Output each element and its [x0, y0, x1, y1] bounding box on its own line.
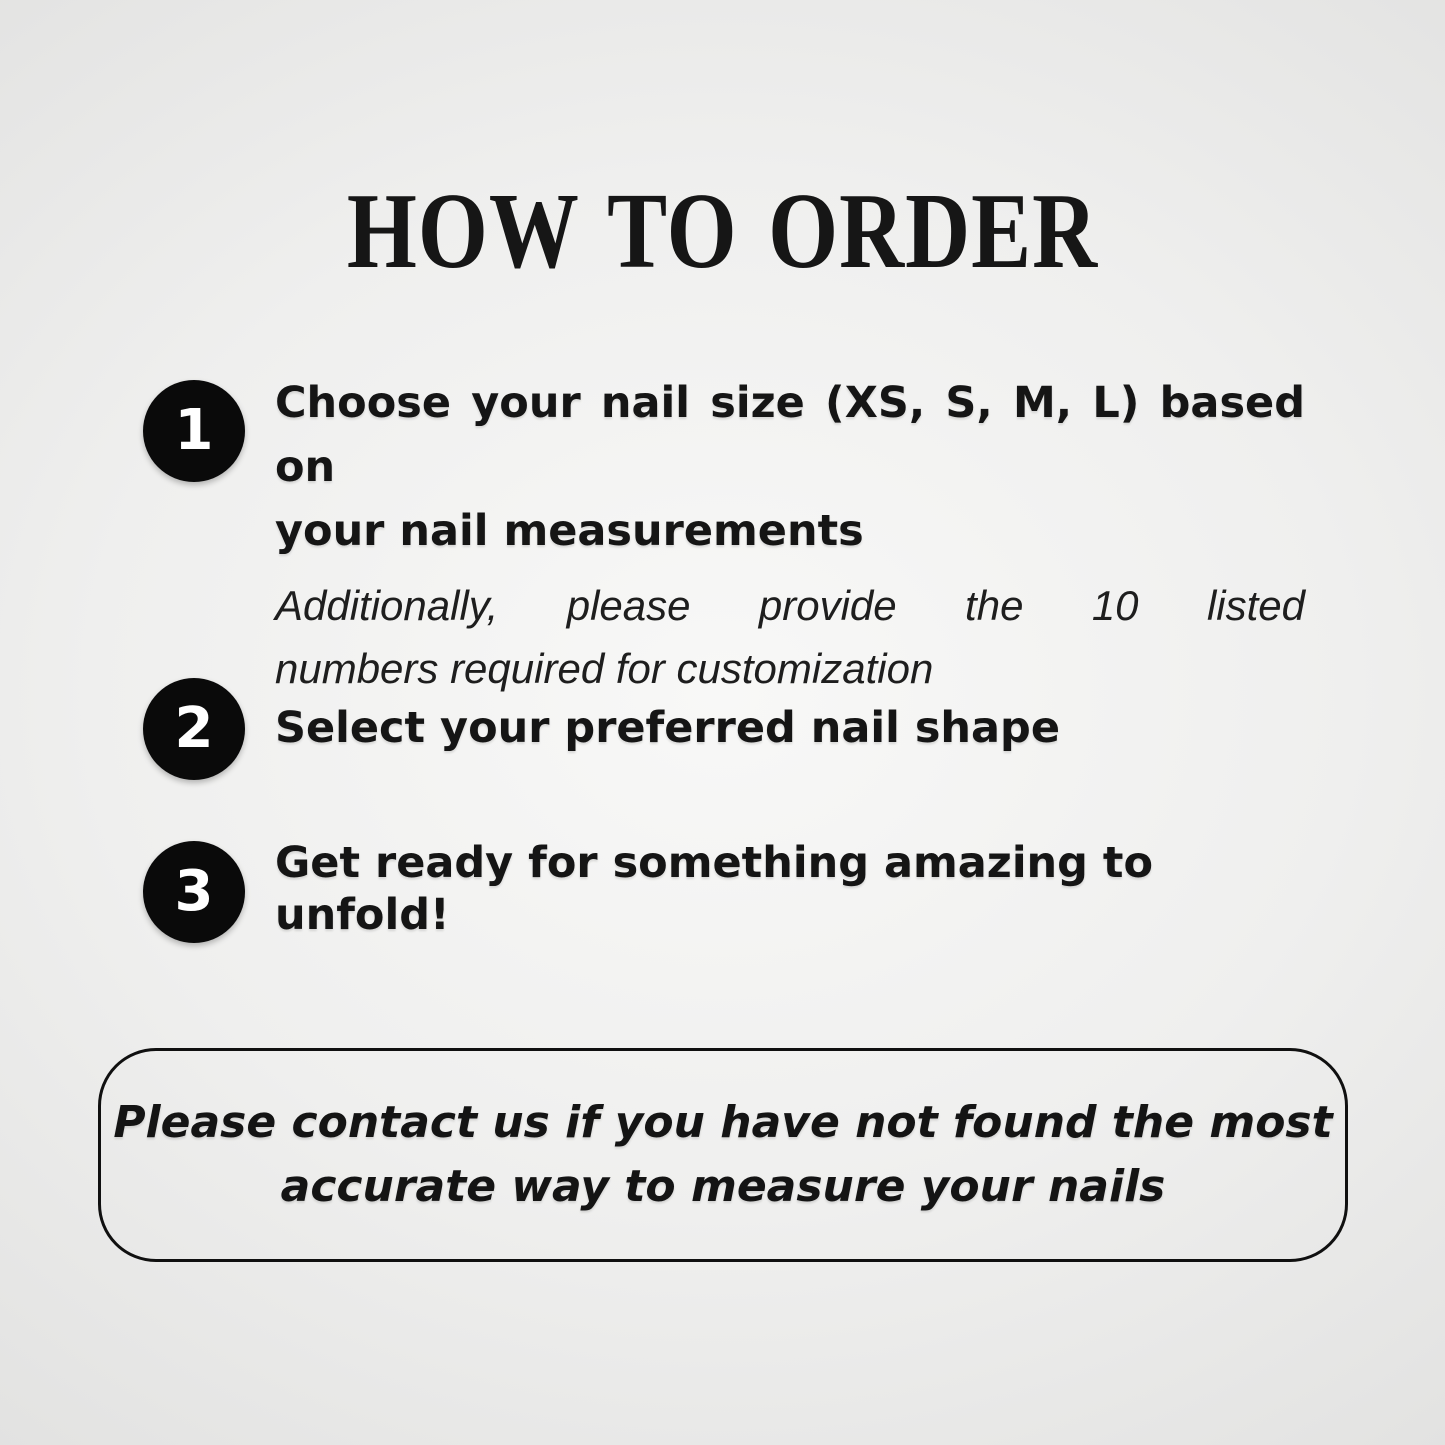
- contact-note-line-1: Please contact us if you have not found the most: [113, 1097, 1333, 1148]
- step-2-number: 2: [174, 696, 214, 761]
- step-3-number: 3: [174, 859, 214, 924]
- contact-note-box: [98, 1048, 1348, 1262]
- step-1-note-line-1: Additionally, please provide the 10 listed: [275, 582, 1305, 629]
- step-1-note-line-2: numbers required for customization: [275, 645, 934, 692]
- step-3-heading: Get ready for something amazing to unfold!: [275, 838, 1154, 940]
- step-3-text-block: [275, 839, 1305, 941]
- step-2-number-badge: [143, 678, 245, 780]
- step-2-text-block: [275, 678, 1305, 780]
- page-title: HOW TO ORDER: [346, 172, 1099, 291]
- step-1-text-block: [275, 371, 1305, 700]
- step-3-number-badge: [143, 841, 245, 943]
- step-1-heading-line-2: your nail measurements: [275, 506, 864, 556]
- step-1-heading: [275, 371, 1305, 563]
- step-1-heading-line-1: Choose your nail size (XS, S, M, L) based on: [275, 378, 1305, 492]
- contact-note-line-2: accurate way to measure your nails: [280, 1161, 1166, 1212]
- step-1-number: 1: [174, 398, 214, 463]
- step-1-number-badge: [143, 380, 245, 482]
- step-2-heading: Select your preferred nail shape: [275, 703, 1061, 754]
